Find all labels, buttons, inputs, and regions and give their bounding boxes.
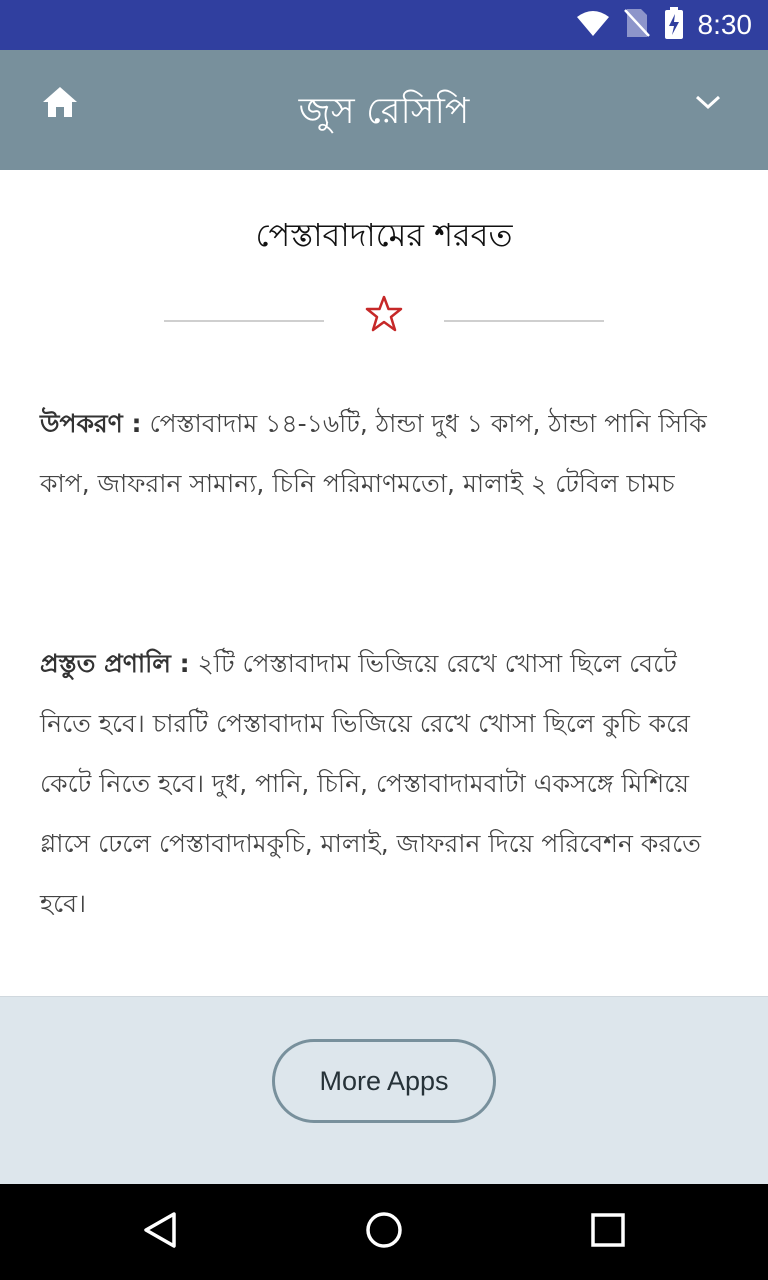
battery-charging-icon: [664, 7, 684, 43]
divider-right: [444, 320, 604, 322]
dropdown-menu-button[interactable]: [686, 84, 730, 124]
method-label: প্রস্তুত প্রণালি :: [40, 649, 190, 678]
chevron-down-icon: [695, 94, 721, 114]
footer: [0, 996, 768, 1184]
status-time: 8:30: [697, 9, 752, 40]
star-outline-icon[interactable]: [364, 294, 404, 334]
ingredients-paragraph: [40, 394, 730, 514]
method-text: ২টি পেস্তাবাদাম ভিজিয়ে রেখে খোসা ছিলে বেটে নিতে হবে। চারটি পেস্তাবাদাম ভিজিয়ে রেখে খোসা ছিলে কুচি করে কেটে নিতে হবে। দুধ, পানি, চিনি, পেস্তাবাদামবাটা একসঙ্গে মিশিয়ে গ্লাসে ঢেলে পেস্তাবাদামকুচি, মালাই, জাফরান দিয়ে পরিবেশন করতে হবে।: [40, 649, 701, 918]
recents-icon: [588, 1210, 628, 1254]
app-title: জুস রেসিপি: [298, 91, 470, 132]
status-icons: [576, 0, 753, 50]
recipe-title: পেস্তাবাদামের শরবত: [255, 216, 513, 254]
home-nav-button[interactable]: [360, 1208, 408, 1256]
recents-button[interactable]: [584, 1208, 632, 1256]
method-paragraph: [40, 634, 730, 934]
navigation-bar: [0, 1184, 768, 1280]
no-sim-icon: [624, 8, 650, 42]
app-bar: [0, 50, 768, 170]
divider-left: [164, 320, 324, 322]
wifi-icon: [576, 9, 610, 41]
more-apps-button[interactable]: More Apps: [272, 1039, 496, 1123]
status-bar: [0, 0, 768, 50]
ingredients-text: পেস্তাবাদাম ১৪-১৬টি, ঠান্ডা দুধ ১ কাপ, ঠান্ডা পানি সিকি কাপ, জাফরান সামান্য, চিনি পরিমাণমতো, মালাই ২ টেবিল চামচ: [40, 409, 707, 498]
back-icon: [140, 1210, 180, 1254]
recipe-content: [0, 170, 768, 996]
ingredients-label: উপকরণ :: [40, 409, 142, 438]
back-button[interactable]: [136, 1208, 184, 1256]
home-circle-icon: [364, 1210, 404, 1254]
